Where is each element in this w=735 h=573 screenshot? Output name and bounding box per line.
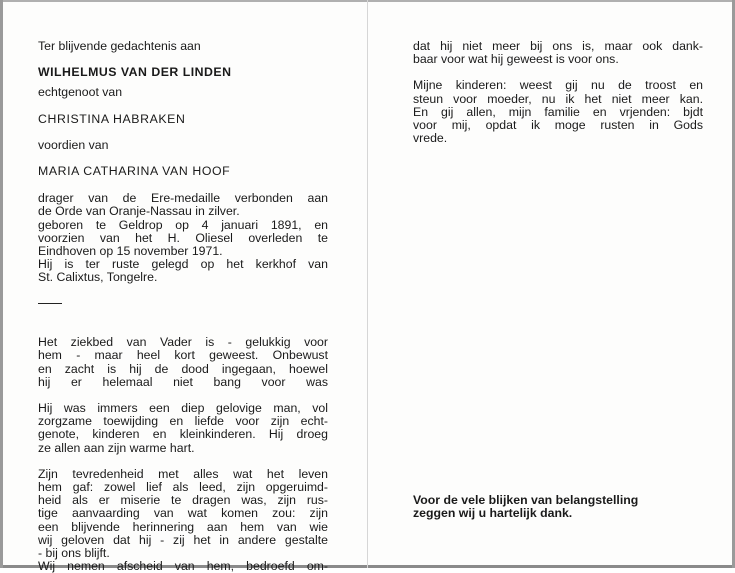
text-line: baar voor wat hij geweest is voor ons. xyxy=(413,52,619,67)
intro-text: Ter blijvende gedachtenis aan xyxy=(38,39,201,53)
text-line: vrede. xyxy=(413,131,448,146)
card-border-left xyxy=(0,0,3,568)
paragraph-faith xyxy=(38,402,328,455)
text-line: wij geloven dat hij - zij het in andere gestalte xyxy=(38,532,328,547)
text-line: dat hij niet meer bij ons is, maar ook dank- xyxy=(413,39,703,53)
thanks-note xyxy=(413,494,703,520)
text-line: en zacht is hij de dood ingegaan, hoewel xyxy=(38,361,328,376)
text-line: Zijn tevredenheid met alles wat het leven xyxy=(38,466,328,481)
text-line: een blijvende herinnering aan hem van wie xyxy=(38,519,328,534)
text-line: hij er helemaal niet bang voor was xyxy=(38,374,328,389)
bio-line: St. Calixtus, Tongelre. xyxy=(38,270,158,285)
biography xyxy=(38,192,328,284)
text-line: hem gaf: zowel lief als leed, zijn opgeruimd- xyxy=(38,479,328,494)
spouse-name: CHRISTINA HABRAKEN xyxy=(38,111,186,126)
thanks-line: Voor de vele blijken van belangstelling xyxy=(413,493,639,507)
text-line: - bij ons blijft. xyxy=(38,545,110,560)
bio-line: geboren te Geldrop op 4 januari 1891, en xyxy=(38,217,328,232)
right-page xyxy=(413,40,703,145)
text-line: Wij nemen afscheid van hem, bedroefd om- xyxy=(38,559,328,573)
left-page xyxy=(38,40,328,573)
text-line: Hij was immers een diep gelovige man, vol xyxy=(38,400,328,415)
bio-line: de Orde van Oranje-Nassau in zilver. xyxy=(38,204,240,219)
text-line: voor mij, opdat ik moge rusten in Gods xyxy=(413,118,703,133)
center-fold xyxy=(367,0,368,568)
bio-line: Hij is ter ruste gelegd op het kerkhof van xyxy=(38,257,328,272)
section-divider xyxy=(38,303,62,305)
paragraph-illness xyxy=(38,336,328,389)
paragraph-gratitude xyxy=(413,40,703,66)
text-line: tige aanvaarding van wat komen zou: zijn xyxy=(38,506,328,521)
bio-line: Eindhoven op 15 november 1971. xyxy=(38,244,223,259)
text-line: heid als er miserie te dragen was, zijn rus- xyxy=(38,493,328,508)
text-line: Mijne kinderen: weest gij nu de troost en xyxy=(413,78,703,93)
paragraph-contentment xyxy=(38,468,328,573)
bio-line: drager van de Ere-medaille verbonden aan xyxy=(38,191,328,206)
text-line: genote, kinderen en kleinkinderen. Hij droeg xyxy=(38,427,328,442)
previous-spouse-intro: voordien van xyxy=(38,137,109,152)
bio-line: voorzien van het H. Oliesel overleden te xyxy=(38,230,328,245)
paragraph-farewell xyxy=(413,79,703,145)
text-line: Het ziekbed van Vader is - gelukkig voor xyxy=(38,335,328,350)
deceased-name: WILHELMUS VAN DER LINDEN xyxy=(38,65,232,80)
text-line: ze allen aan zijn warme hart. xyxy=(38,440,195,455)
previous-spouse-name: MARIA CATHARINA VAN HOOF xyxy=(38,164,231,179)
text-line: En gij allen, mijn familie en vrjenden: bjdt xyxy=(413,104,703,119)
text-line: hem - maar heel kort geweest. Onbewust xyxy=(38,348,328,363)
thanks-line: zeggen wij u hartelijk dank. xyxy=(413,506,573,521)
text-line: steun voor moeder, nu ik het niet meer kan. xyxy=(413,91,703,106)
text-line: zorgzame toewijding en liefde voor zijn echt- xyxy=(38,414,328,429)
spouse-intro: echtgenoot van xyxy=(38,85,123,100)
